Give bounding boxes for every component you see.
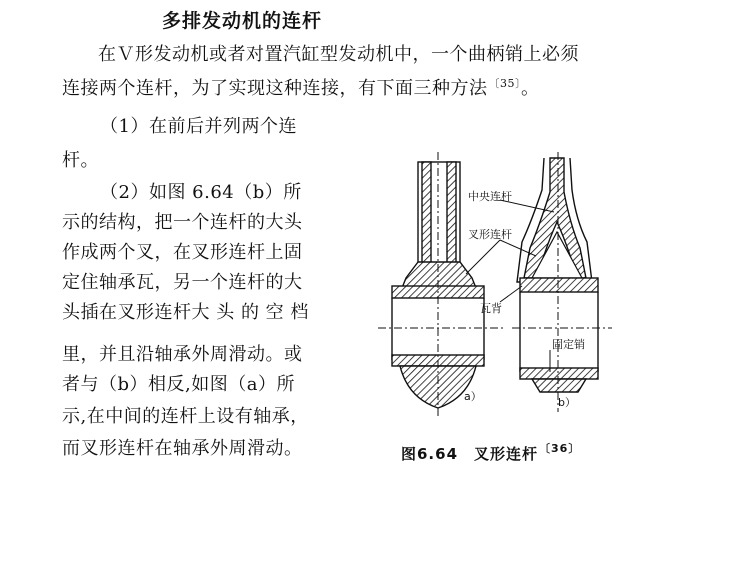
label-bearing-shell: 瓦背: [480, 302, 502, 315]
method-2-line-4: 定住轴承瓦，另一个连杆的大: [62, 272, 303, 293]
label-subfigure-b: b）: [558, 396, 576, 409]
fork-connecting-rod-figure: [372, 150, 634, 425]
section-title: 多排发动机的连杆: [162, 10, 323, 32]
method-2-line-3: 作成两个叉，在叉形连杆上固: [62, 242, 303, 263]
method-2-line-7: 者与（b）相反,如图（a）所: [62, 374, 295, 395]
label-fixing-pin: 固定销: [552, 338, 585, 351]
method-1-line-2: 杆。: [62, 150, 99, 171]
paragraph-1-line-2: [62, 74, 540, 100]
method-2-line-8: 示,在中间的连杆上设有轴承，: [62, 406, 309, 427]
paragraph-1-line-2-end: 。: [521, 78, 540, 99]
figure-b-drawing: [512, 152, 612, 412]
figure-caption-text: 图6.64 叉形连杆: [401, 445, 539, 463]
method-2-line-5: 头插在叉形连杆大 头 的 空 档: [62, 302, 309, 323]
reference-36: 〔36〕: [539, 442, 581, 455]
method-2-line-6: 里，并且沿轴承外周滑动。或: [62, 344, 303, 365]
paragraph-1-line-1: 在Ｖ形发动机或者对置汽缸型发动机中，一个曲柄销上必须: [98, 44, 579, 65]
paragraph-1-line-2-text: 连接两个连杆，为了实现这种连接，有下面三种方法: [62, 78, 488, 99]
method-2-line-2: 示的结构，把一个连杆的大头: [62, 212, 303, 233]
method-2-line-1: （2）如图 6.64（b）所: [100, 182, 302, 203]
method-1-line-1: （1）在前后并列两个连: [100, 116, 297, 137]
label-fork-rod: 叉形连杆: [468, 228, 512, 241]
reference-35: 〔35〕: [488, 77, 521, 90]
figure-caption: [401, 440, 580, 464]
method-2-line-9: 而叉形连杆在轴承外周滑动。: [62, 438, 303, 459]
label-subfigure-a: a）: [464, 390, 482, 403]
label-center-rod: 中央连杆: [468, 190, 512, 203]
